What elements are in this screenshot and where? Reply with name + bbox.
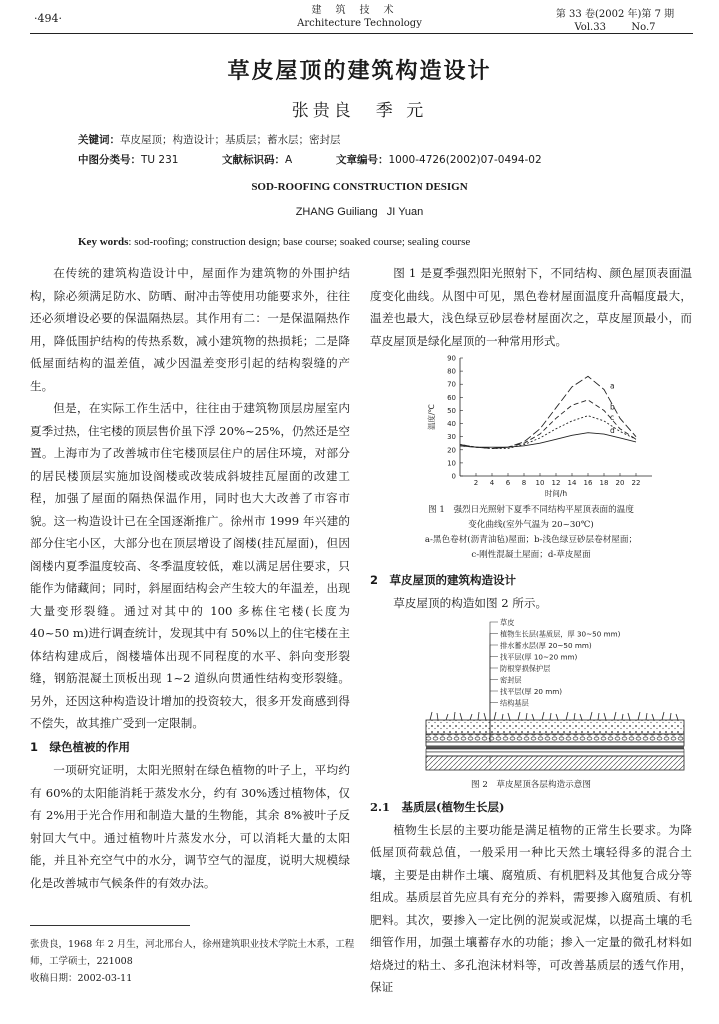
keywords-text: 草皮屋顶；构造设计；基质层；蓄水层；密封层 xyxy=(120,134,341,146)
article-no-value: 1000-4726(2002)07-0494-02 xyxy=(388,154,542,166)
section-1-heading: 1 绿色植被的作用 xyxy=(30,739,131,754)
paragraph-fig2-intro: 草皮屋顶的构造如图 2 所示。 xyxy=(393,595,548,610)
header-rule xyxy=(30,33,693,34)
layer-leader-line xyxy=(490,622,498,716)
growth-layer xyxy=(426,720,684,734)
english-keywords-text: : sod-roofing; construction design; base course; soaked course; sealing course xyxy=(128,236,471,248)
y-tick-label: 60 xyxy=(447,393,456,402)
figure-1-chart xyxy=(420,352,700,502)
y-axis-label: 温度/℃ xyxy=(427,404,436,430)
english-keywords xyxy=(78,236,470,248)
y-tick-label: 20 xyxy=(447,446,456,455)
paragraph-growth-layer: 植物生长层的主要功能是满足植物的正常生长要求。为降低屋顶荷载总值，一般采用一种比天然土壤轻得多的混合土壤，主要是由耕作土壤、腐殖质、有机肥料及其他复合成分等组成。基质层首先应具有充分的养料，需要掺入腐殖质、有机肥料。其次，要掺入一定比例的泥炭或泥煤，以提高土壤的毛细管作用，加强土壤蓄存水的功能；掺入一定量的微孔材料如焙烧过的粘土、多孔泡沫材料等，可改善基质层的透气作用，保证 xyxy=(370,822,692,994)
series-label-a: a xyxy=(610,381,615,391)
x-tick-label: 6 xyxy=(505,479,511,487)
footnote-rule xyxy=(30,925,190,926)
keywords-label: 关键词： xyxy=(78,134,120,146)
layer-label: 植物生长层(基质层，厚 30~50 mm) xyxy=(500,629,621,639)
clc-line xyxy=(78,152,178,167)
figure-1-caption-line-1: 图 1 强烈日光照射下夏季不同结构平屋顶表面的温度 xyxy=(428,505,634,515)
figure-1-caption xyxy=(370,503,692,563)
figure-2-caption: 图 2 草皮屋顶各层构造示意图 xyxy=(471,780,591,790)
english-title: SOD-ROOFING CONSTRUCTION DESIGN xyxy=(251,181,468,193)
x-tick-label: 2 xyxy=(473,479,479,487)
english-keywords-label: Key words xyxy=(78,236,129,248)
left-column xyxy=(30,262,350,894)
figure-1-caption-line-2: 变化曲线(室外气温为 20~30℃) xyxy=(468,520,594,530)
paragraph-fig1-intro: 图 1 是夏季强烈阳光照射下，不同结构、颜色屋顶表面温度变化曲线。从图中可见，黑色卷材屋面温度升高幅度最大，温差也最大，浅色绿豆砂层卷材屋面次之，草皮屋顶最小，而草皮屋顶是绿化屋顶的一种常用形式。 xyxy=(370,266,692,348)
y-tick-label: 90 xyxy=(447,354,456,363)
y-tick-label: 70 xyxy=(447,380,456,389)
series-label-c: c xyxy=(610,412,615,422)
leveling-layer xyxy=(426,742,684,746)
x-tick-label: 16 xyxy=(583,479,593,487)
clc-value: TU 231 xyxy=(141,154,179,166)
doc-code-line xyxy=(222,152,292,167)
right-column-section-2-1 xyxy=(370,796,692,999)
figure-1-caption-line-4: c-刚性混凝土屋面；d-草皮屋面 xyxy=(471,550,591,560)
drainage-layer xyxy=(426,734,684,742)
y-tick-label: 0 xyxy=(451,472,456,481)
article-no-line xyxy=(336,152,542,167)
x-axis-label: 时间/h xyxy=(544,489,568,498)
x-tick-label: 12 xyxy=(551,479,561,487)
article-no-label: 文章编号： xyxy=(336,154,389,166)
x-tick-label: 4 xyxy=(489,479,495,487)
x-tick-label: 22 xyxy=(631,479,641,487)
series-label-d: d xyxy=(610,426,615,436)
x-tick-label: 8 xyxy=(521,479,527,487)
x-tick-label: 14 xyxy=(567,479,577,487)
journal-name-cn: 建筑技术 xyxy=(311,5,408,16)
layer-label: 找平层(厚 10~20 mm) xyxy=(500,652,578,662)
layer-label: 找平层(厚 20 mm) xyxy=(500,687,563,696)
english-authors: ZHANG Guiliang JI Yuan xyxy=(295,206,424,218)
footnote xyxy=(30,936,360,987)
y-tick-label: 40 xyxy=(447,420,456,429)
issue-cn: 第 33 卷(2002 年)第 7 期 xyxy=(555,9,675,20)
y-tick-label: 80 xyxy=(447,367,456,376)
issue-en: Vol.33 No.7 xyxy=(574,22,656,33)
layer-label: 排水蓄水层(厚 20~50 mm) xyxy=(500,641,592,650)
x-tick-label: 20 xyxy=(615,479,625,487)
section-2-heading: 2 草皮屋顶的建筑构造设计 xyxy=(370,573,517,587)
sealing-layer xyxy=(426,749,684,752)
layer-label: 防根穿损保护层 xyxy=(500,664,551,673)
figure-2-diagram xyxy=(418,616,698,776)
structural-base-layer xyxy=(426,756,684,770)
y-tick-label: 10 xyxy=(447,459,456,468)
x-tick-label: 18 xyxy=(599,479,609,487)
section-2-1-heading: 2.1 基质层(植物生长层) xyxy=(370,800,505,814)
x-tick-label: 10 xyxy=(535,479,545,487)
series-label-b: b xyxy=(610,402,615,412)
paragraph-practice: 但是，在实际工作生活中，往往由于建筑物顶层房屋室内夏季过热，住宅楼的顶层售价虽下浮 20%~25%，仍然还是空置。上海市为了改善城市住宅楼顶层住户的居住环境，对部分的居民楼顶层实施加设阁楼或改装成斜坡挂瓦屋面的改建工程，加强了屋面的隔热保温作用，同时也大大改善了市容市貌。这一构造设计已在全国逐渐推广。徐州市 1999 年兴建的部分住宅小区，大部分也在顶层增设了阁楼(挂瓦屋面)，但因阁楼内夏季温度较高、冬季温度较低，难以满足居住要求，只能作为储藏间；同时，斜屋面结构会产生较大的年温差，出现大量变形裂缝。通过对其中的 100 多栋住宅楼(长度为 40~50 m)进行调查统计，发现其中有 50%以上的住宅楼在主体结构建成后，阁楼墙体出现不同程度的水平、斜向变形裂缝，钢筋混凝土顶板出现 1~2 道纵向贯通性结构变形裂缝。另外，还因这种构造设计增加的投资较大，很多开发商感到得不偿失，故其推广受到一定限制。 xyxy=(30,401,351,730)
page-number: ·494· xyxy=(34,12,62,25)
paragraph-vegetation: 一项研究证明，太阳光照射在绿色植物的叶子上，平均约有 60%的太阳能消耗于蒸发水分，约有 30%透过植物体，仅有 2%用于光合作用和制造大量的生物能，其余 8%被叶子反射回大气中。通过植物叶片蒸发水分，可以消耗大量的太阳能，并且补充空气中的水分，调节空气的湿度，说明大规模绿化是改善城市气候条件的有效办法。 xyxy=(30,763,350,890)
right-column-section-2 xyxy=(370,569,692,614)
paragraph-intro: 在传统的建筑构造设计中，屋面作为建筑物的外围护结构，除必须满足防水、防晒、耐冲击等使用功能要求外，往往还必须增设必要的保温隔热层。其作用有二：一是保温隔热作用，降低围护结构的传热系数，减小建筑物的热损耗；二是降低屋面结构的温差值，减少因温差变形引起的结构裂缝的产生。 xyxy=(30,266,350,393)
grass-layer xyxy=(430,712,678,720)
author-bio: 张贵良，1968 年 2 月生，河北邢台人，徐州建筑职业技术学院土木系，工程师，工学硕士，221008 xyxy=(30,939,355,967)
layer-label: 密封层 xyxy=(500,675,522,685)
layer-label: 草皮 xyxy=(500,618,515,627)
article-title: 草皮屋顶的建筑构造设计 xyxy=(227,59,492,84)
right-column-top xyxy=(370,262,692,352)
layer-label: 结构基层 xyxy=(500,698,529,708)
clc-label: 中图分类号： xyxy=(78,154,141,166)
y-tick-label: 50 xyxy=(447,406,456,415)
keywords-line xyxy=(78,132,341,147)
doc-code-label: 文献标识码： xyxy=(222,154,285,166)
figure-1-caption-line-3: a-黑色卷材(沥青油毡)屋面；b-浅色绿豆砂层卷材屋面； xyxy=(424,535,638,545)
y-tick-label: 30 xyxy=(447,433,456,442)
doc-code-value: A xyxy=(285,154,293,166)
journal-name-en: Architecture Technology xyxy=(297,18,422,29)
received-date: 收稿日期：2002-03-11 xyxy=(30,973,133,984)
article-authors: 张贵良 季 元 xyxy=(291,101,428,121)
screed-layer xyxy=(426,752,684,756)
issue-info xyxy=(540,8,690,34)
root-barrier-layer xyxy=(426,746,684,749)
